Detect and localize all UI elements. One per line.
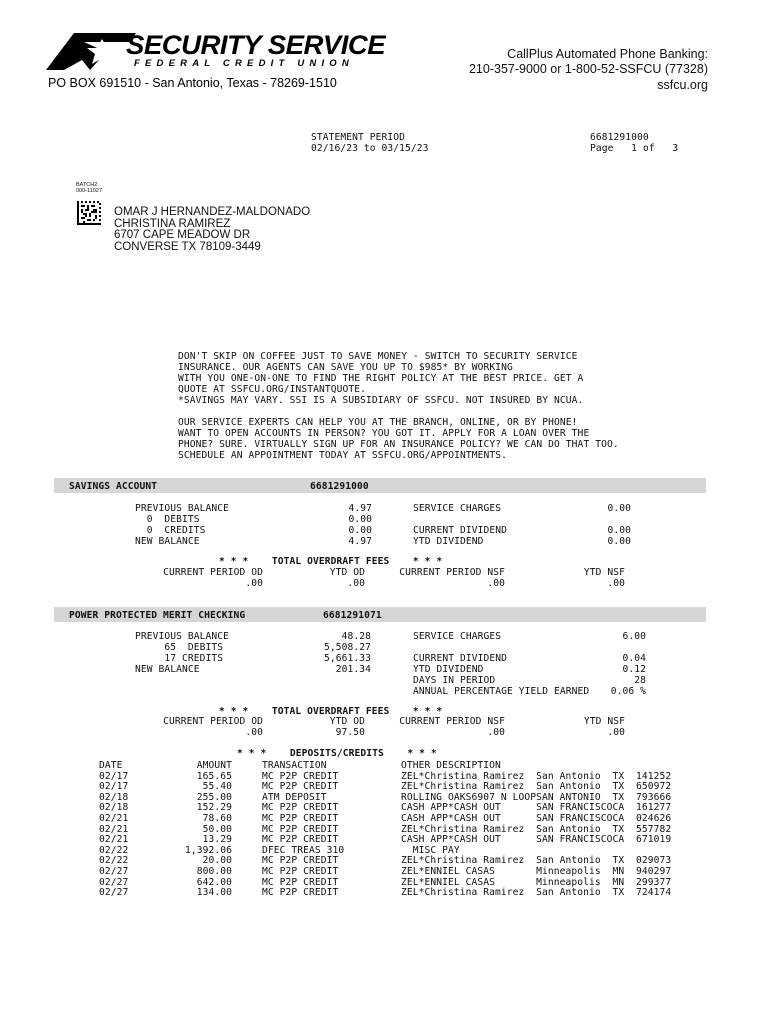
summary-label: YTD DIVIDEND [413, 536, 484, 547]
summary-label: 0 CREDITS [135, 525, 206, 536]
od-header-cell: CURRENT PERIOD OD [163, 567, 263, 578]
summary-value: 201.34 [335, 664, 371, 675]
summary-label: NEW BALANCE [135, 664, 200, 675]
table-row [99, 802, 699, 813]
od-value-row [150, 578, 630, 589]
od-header-cell: CURRENT PERIOD NSF [399, 567, 505, 578]
od-header-row [150, 567, 630, 578]
summary-label: CURRENT DIVIDEND [413, 525, 508, 536]
summary-value: 48.28 [341, 631, 371, 642]
batch-line-1: BATCH2 [76, 182, 98, 188]
deposit-description: CASH APP*CASH OUT SAN FRANCISCOCA 671019 [401, 834, 672, 846]
summary-value: 5,508.27 [323, 642, 371, 653]
deposit-description: CASH APP*CASH OUT SAN FRANCISCOCA 161277 [401, 802, 672, 814]
summary-label: YTD DIVIDEND [413, 664, 484, 675]
od-value-cell: .00 [245, 727, 263, 738]
deposit-description: ZEL*Christina Ramirez San Antonio TX 724174 [401, 887, 672, 899]
summary-row [413, 536, 633, 547]
savings-od-table [150, 567, 630, 589]
od-value-cell: .00 [245, 578, 263, 589]
summary-value: 0.12 [622, 664, 646, 675]
summary-row [413, 675, 653, 686]
deposit-transaction: MC P2P CREDIT [262, 823, 339, 835]
deposit-description: ZEL*Christina Ramirez San Antonio TX 650972 [401, 781, 672, 793]
page-label: Page [590, 143, 614, 154]
deposits-title: * * * DEPOSITS/CREDITS * * * [237, 748, 437, 759]
deposit-description: ZEL*ENNIEL CASAS Minneapolis MN 299377 [401, 876, 672, 888]
summary-value: 5,661.33 [323, 653, 371, 664]
savings-account-number: 6681291000 [310, 481, 369, 492]
table-row [99, 824, 699, 835]
deposit-amount: 255.00 [196, 791, 232, 803]
checking-account-number: 6681291071 [323, 610, 382, 621]
deposit-date: 02/21 [99, 812, 129, 824]
deposit-date: 02/17 [99, 770, 129, 782]
summary-value: 0.00 [348, 525, 372, 536]
table-row [99, 855, 699, 866]
table-row [99, 866, 699, 877]
table-row [99, 813, 699, 824]
deposit-date: 02/21 [99, 823, 129, 835]
checking-od-title: * * * TOTAL OVERDRAFT FEES * * * [219, 706, 443, 717]
summary-row [413, 686, 653, 697]
od-value-cell: .00 [607, 727, 625, 738]
summary-row [135, 631, 375, 642]
summary-value: 0.00 [348, 514, 372, 525]
page-total: 3 [672, 143, 679, 154]
col-description-header: OTHER DESCRIPTION [401, 760, 501, 771]
message-line: WITH YOU ONE-ON-ONE TO FIND THE RIGHT POLICY AT THE BEST PRICE. GET A [178, 373, 584, 384]
summary-row [135, 536, 375, 547]
summary-label: SERVICE CHARGES [413, 503, 502, 514]
summary-row [413, 503, 633, 514]
summary-label: NEW BALANCE [135, 536, 200, 547]
summary-label: PREVIOUS BALANCE [135, 631, 230, 642]
summary-row [413, 664, 653, 675]
checking-od-table [150, 716, 630, 738]
cu-address: PO BOX 691510 - San Antonio, Texas - 78269-1510 [48, 76, 337, 90]
od-value-cell: .00 [487, 578, 505, 589]
deposit-transaction: MC P2P CREDIT [262, 865, 339, 877]
statement-period-label: STATEMENT PERIOD [311, 132, 406, 143]
promo-message [178, 351, 619, 461]
summary-row [413, 514, 633, 525]
summary-label: 65 DEBITS [135, 642, 224, 653]
od-header-row [150, 716, 630, 727]
summary-row [135, 525, 375, 536]
deposit-amount: 78.60 [202, 812, 232, 824]
summary-row [135, 664, 375, 675]
deposit-description: ZEL*Christina Ramirez San Antonio TX 557782 [401, 823, 672, 835]
deposit-date: 02/17 [99, 781, 129, 793]
logo-name: SECURITY SERVICE [126, 30, 386, 60]
deposit-date: 02/27 [99, 865, 129, 877]
table-row [99, 781, 699, 792]
deposit-amount: 134.00 [196, 887, 232, 899]
deposit-transaction: MC P2P CREDIT [262, 802, 339, 814]
page-of: of [642, 143, 655, 154]
savings-summary-left [135, 503, 375, 547]
deposit-transaction: MC P2P CREDIT [262, 781, 339, 793]
deposits-table [99, 760, 699, 898]
summary-value: 4.97 [348, 536, 372, 547]
od-value-cell: .00 [347, 578, 365, 589]
addressee-line-1: OMAR J HERNANDEZ-MALDONADO [114, 206, 311, 218]
message-line: QUOTE AT SSFCU.ORG/INSTANTQUOTE. [178, 384, 367, 395]
addressee-line-4: CONVERSE TX 78109-3449 [114, 240, 261, 253]
checking-summary-right [413, 631, 653, 697]
deposit-transaction: DFEC TREAS 310 [262, 844, 345, 856]
deposit-amount: 20.00 [202, 855, 232, 867]
deposit-amount: 642.00 [196, 876, 232, 888]
summary-label: ANNUAL PERCENTAGE YIELD EARNED [413, 686, 590, 697]
summary-label: 0 DEBITS [135, 514, 200, 525]
summary-row [413, 631, 653, 642]
deposit-date: 02/18 [99, 791, 129, 803]
statement-account-number: 6681291000 [590, 132, 649, 143]
summary-row [135, 503, 375, 514]
datamatrix-barcode-icon [77, 201, 101, 225]
summary-row [135, 514, 375, 525]
summary-label: PREVIOUS BALANCE [135, 503, 230, 514]
od-value-cell: .00 [607, 578, 625, 589]
message-line: INSURANCE. OUR AGENTS CAN SAVE YOU UP TO $985* BY WORKING [178, 362, 513, 373]
deposit-transaction: MC P2P CREDIT [262, 770, 339, 782]
deposit-date: 02/22 [99, 855, 129, 867]
message-line: PHONE? SURE. VIRTUALLY SIGN UP FOR AN INSURANCE POLICY? WE CAN DO THAT TOO. [178, 439, 619, 450]
deposit-amount: 1,392.06 [184, 844, 232, 856]
deposit-amount: 152.29 [196, 802, 232, 814]
od-header-cell: YTD OD [329, 716, 365, 727]
od-value-cell: .00 [487, 727, 505, 738]
deposit-description: ZEL*Christina Ramirez San Antonio TX 141252 [401, 770, 672, 782]
statement-period-dates: 02/16/23 to 03/15/23 [311, 143, 429, 154]
summary-value: 0.00 [607, 536, 631, 547]
addressee-line-3: 6707 CAPE MEADOW DR [114, 229, 251, 241]
summary-value: 0.00 [607, 525, 631, 536]
summary-row [413, 525, 633, 536]
deposit-amount: 800.00 [196, 865, 232, 877]
table-row [99, 845, 699, 856]
summary-value: 28 [634, 675, 646, 686]
od-header-cell: YTD OD [329, 567, 365, 578]
od-header-cell: YTD NSF [583, 567, 625, 578]
table-row [99, 771, 699, 782]
batch-code [76, 182, 102, 194]
deposit-description: CASH APP*CASH OUT SAN FRANCISCOCA 024626 [401, 812, 672, 824]
deposit-date: 02/18 [99, 802, 129, 814]
message-line: OUR SERVICE EXPERTS CAN HELP YOU AT THE BRANCH, ONLINE, OR BY PHONE! [178, 417, 578, 428]
page-number: 1 [631, 143, 638, 154]
deposit-description: ZEL*Christina Ramirez San Antonio TX 029073 [401, 855, 672, 867]
message-line: DON'T SKIP ON COFFEE JUST TO SAVE MONEY - SWITCH TO SECURITY SERVICE [178, 351, 578, 362]
table-row [99, 792, 699, 803]
deposit-amount: 50.00 [202, 823, 232, 835]
savings-account-title: SAVINGS ACCOUNT [69, 481, 158, 492]
od-header-cell: CURRENT PERIOD OD [163, 716, 263, 727]
od-header-cell: CURRENT PERIOD NSF [399, 716, 505, 727]
table-row [99, 834, 699, 845]
summary-value: 4.97 [348, 503, 372, 514]
deposit-transaction: MC P2P CREDIT [262, 876, 339, 888]
addressee-block [114, 207, 310, 253]
phone-banking-title: CallPlus Automated Phone Banking: [507, 47, 708, 61]
addressee-line-2: CHRISTINA RAMIREZ [114, 217, 231, 230]
summary-value: 0.04 [622, 653, 646, 664]
summary-label: CURRENT DIVIDEND [413, 653, 508, 664]
message-line: SCHEDULE AN APPOINTMENT TODAY AT SSFCU.ORG/APPOINTMENTS. [178, 450, 508, 461]
deposit-transaction: ATM DEPOSIT [262, 791, 327, 803]
table-row [99, 877, 699, 888]
savings-summary-right [413, 503, 633, 547]
checking-summary-left [135, 631, 375, 675]
summary-value: 0.00 [607, 503, 631, 514]
od-value-cell: 97.50 [335, 727, 365, 738]
summary-label: 17 CREDITS [135, 653, 224, 664]
message-line: WANT TO OPEN ACCOUNTS IN PERSON? YOU GOT IT. APPLY FOR A LOAN OVER THE [178, 428, 590, 439]
message-line: *SAVINGS MAY VARY. SSI IS A SUBSIDIARY OF SSFCU. NOT INSURED BY NCUA. [178, 395, 584, 406]
col-amount-header: AMOUNT [196, 760, 232, 771]
summary-label: SERVICE CHARGES [413, 631, 502, 642]
col-transaction-header: TRANSACTION [262, 760, 327, 771]
deposit-amount: 165.65 [196, 770, 232, 782]
summary-row [135, 642, 375, 653]
phone-banking-numbers: 210-357-9000 or 1-800-52-SSFCU (77328) [468, 62, 708, 76]
logo-swoosh-shape [46, 33, 136, 70]
deposit-transaction: MC P2P CREDIT [262, 812, 339, 824]
deposit-date: 02/22 [99, 844, 129, 856]
message-line [178, 406, 619, 417]
col-date-header: DATE [99, 760, 123, 771]
deposit-transaction: MC P2P CREDIT [262, 887, 339, 899]
deposit-transaction: MC P2P CREDIT [262, 834, 339, 846]
summary-row [413, 653, 653, 664]
deposit-transaction: MC P2P CREDIT [262, 855, 339, 867]
batch-line-2: 000-11927 [76, 188, 102, 194]
summary-value: 0.06 % [610, 686, 646, 697]
checking-account-title: POWER PROTECTED MERIT CHECKING [69, 610, 246, 621]
logo-subtitle: FEDERAL CREDIT UNION [134, 58, 354, 69]
deposit-date: 02/27 [99, 876, 129, 888]
summary-row [135, 653, 375, 664]
deposit-description: ZEL*ENNIEL CASAS Minneapolis MN 940297 [401, 865, 672, 877]
deposits-header-row [99, 760, 699, 771]
summary-value: 6.00 [622, 631, 646, 642]
deposit-date: 02/21 [99, 834, 129, 846]
deposit-date: 02/27 [99, 887, 129, 899]
website-link[interactable]: ssfcu.org [657, 78, 708, 92]
deposit-amount: 13.29 [202, 834, 232, 846]
table-row [99, 887, 699, 898]
summary-row [413, 642, 653, 653]
page-indicator [590, 143, 678, 154]
od-value-row [150, 727, 630, 738]
savings-od-title: * * * TOTAL OVERDRAFT FEES * * * [219, 556, 443, 567]
deposit-description: MISC PAY [401, 844, 460, 856]
deposit-description: ROLLING OAKS6907 N LOOPSAN ANTONIO TX 793666 [401, 791, 672, 803]
summary-label: DAYS IN PERIOD [413, 675, 496, 686]
od-header-cell: YTD NSF [583, 716, 625, 727]
deposit-amount: 55.40 [202, 781, 232, 793]
